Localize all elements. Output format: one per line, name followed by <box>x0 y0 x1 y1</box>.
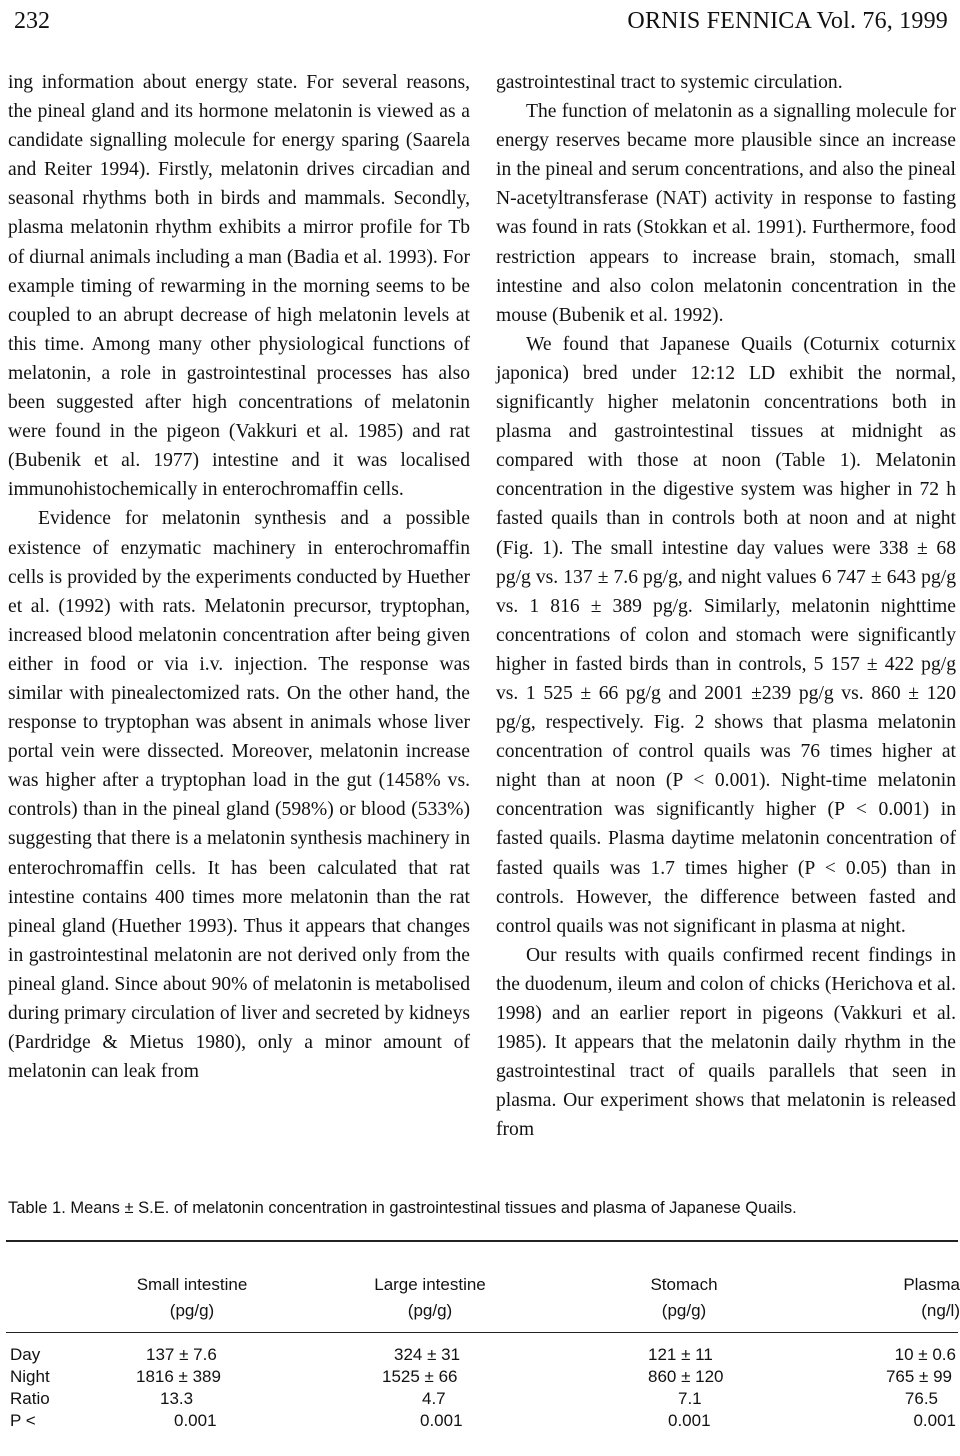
table-cell: 860 ± 120 <box>648 1367 724 1386</box>
column-header-plasma: Plasma (ng/l) <box>903 1275 960 1320</box>
column-header-stomach: Stomach (pg/g) <box>650 1275 718 1320</box>
table-caption: Table 1. Means ± S.E. of melatonin concentration in gastrointestinal tissues and plasma of Japanese Quails. <box>8 1199 797 1217</box>
table-cell: 1525 ± 66 <box>382 1367 458 1386</box>
table-cell: 1816 ± 389 <box>136 1367 221 1386</box>
column-header-small-intestine: Small intestine (pg/g) <box>136 1275 248 1320</box>
table-cell: 76.5 <box>904 1389 938 1408</box>
page-number: 232 <box>14 8 50 34</box>
page-header <box>14 8 948 38</box>
right-paragraph-4: Our results with quails confirmed recent findings in the duodenum, ileum and colon of chicks (Herichova et al. 1998) and an earlier report in pigeons (Vakkuri et al. 1985). It appears that the melatonin daily rhythm in the gastrointestinal tract of quails parallels that seen in plasma. Our experiment shows that melatonin is released from <box>496 944 956 1141</box>
table-top-rule <box>6 1240 958 1242</box>
table-cell: 137 ± 7.6 <box>146 1345 217 1364</box>
table-cell: 4.7 <box>422 1389 446 1408</box>
row-label-ratio: Ratio <box>10 1389 50 1408</box>
table-cell: 0.001 <box>913 1411 956 1430</box>
table-cell: 121 ± 11 <box>648 1345 713 1364</box>
table-cell: 0.001 <box>420 1411 463 1430</box>
right-paragraph-3: We found that Japanese Quails (Coturnix coturnix japonica) bred under 12:12 LD exhibit the normal, significantly higher melatonin concentrations both in plasma and gastrointestinal tissues at midnight as compared with those at noon (Table 1). Melatonin concentration in the digestive system was higher in 72 h fasted quails than in controls both at noon and at night (Fig. 1). The small intestine day values were 338 ± 68 pg/g vs. 137 ± 7.6 pg/g, and night values 6 747 ± 643 pg/g vs. 1 816 ± 389 pg/g. Similarly, melatonin nighttime concentrations of colon and stomach were significantly higher in fasted birds than in controls, 5 157 ± 422 pg/g vs. 1 525 ± 66 pg/g and 2001 ±239 pg/g vs. 860 ± 120 pg/g, respectively. Fig. 2 shows that plasma melatonin concentration of control quails was 76 times higher at night than at noon (P < 0.001). Night-time melatonin concentration was significantly higher (P < 0.001) in fasted quails. Plasma daytime melatonin concentration of fasted quails was 1.7 times higher (P < 0.05) than in controls. However, the difference between fasted and control quails was not significant in plasma at night. <box>496 333 956 937</box>
left-column <box>8 68 470 1086</box>
right-column <box>496 68 956 1144</box>
table-header-rule <box>6 1332 958 1333</box>
row-label-p: P < <box>10 1411 36 1430</box>
right-paragraph-1: gastrointestinal tract to systemic circulation. <box>496 72 843 93</box>
table-cell: 0.001 <box>174 1411 217 1430</box>
table-cell: 0.001 <box>668 1411 711 1430</box>
table-cell: 13.3 <box>160 1389 194 1408</box>
table-cell: 10 ± 0.6 <box>894 1345 956 1364</box>
column-header-large-intestine: Large intestine (pg/g) <box>374 1275 486 1320</box>
table-cell: 765 ± 99 <box>885 1367 952 1386</box>
table-cell: 324 ± 31 <box>394 1345 461 1364</box>
left-paragraph-2: Evidence for melatonin synthesis and a possible existence of enzymatic machinery in enterochromaffin cells is provided by the experiments conducted by Huether et al. (1992) with rats. Melatonin precursor, tryptophan, increased blood melatonin concentration after being given either in food or via i.v. injection. The response was similar with pinealectomized rats. On the other hand, the response to tryptophan was absent in animals whose liver portal vein were dissected. Moreover, melatonin increase was higher after a tryptophan load in the gut (1458% vs. controls) than in the pineal gland (598%) or blood (533%) suggesting that there is a melatonin synthesis machinery in enterochromaffin cells. It has been calculated that rat intestine contains 400 times more melatonin than the rat pineal gland (Huether 1993). Thus it appears that changes in gastrointestinal melatonin are not derived only from the pineal gland. Since about 90% of melatonin is metabolised during primary circulation of liver and secreted by kidneys (Pardridge & Mietus 1980), only a minor amount of melatonin can leak from <box>8 508 470 1083</box>
row-label-day: Day <box>10 1345 41 1364</box>
right-paragraph-2: The function of melatonin as a signalling molecule for energy reserves became more plausible since an increase in the pineal and serum concentrations, and also the pineal N-acetyltransferase (NAT) activity in response to fasting was found in rats (Stokkan et al. 1991). Furthermore, food restriction appears to increase brain, stomach, small intestine and also colon melatonin concentration in the mouse (Bubenik et al. 1992). <box>496 101 956 326</box>
left-paragraph-1: ing information about energy state. For several reasons, the pineal gland and its hormone melatonin is viewed as a candidate signalling molecule for energy sparing (Saarela and Reiter 1994). Firstly, melatonin drives circadian and seasonal rhythms both in birds and mammals. Secondly, plasma melatonin rhythm exhibits a mirror profile for Tb of diurnal animals including a man (Badia et al. 1993). For example timing of rewarming in the morning seems to be coupled to an abrupt decrease of high melatonin levels at this time. Among many other physiological functions of melatonin, a role in gastrointestinal processes has also been suggested after high concentrations of melatonin were found in the pigeon (Vakkuri et al. 1985) and rat (Bubenik et al. 1977) intestine and it was localised immunohistochemically in enterochromaffin cells. <box>8 72 470 501</box>
row-label-night: Night <box>10 1367 50 1386</box>
table-cell: 7.1 <box>678 1389 702 1408</box>
journal-citation: ORNIS FENNICA Vol. 76, 1999 <box>627 8 948 34</box>
